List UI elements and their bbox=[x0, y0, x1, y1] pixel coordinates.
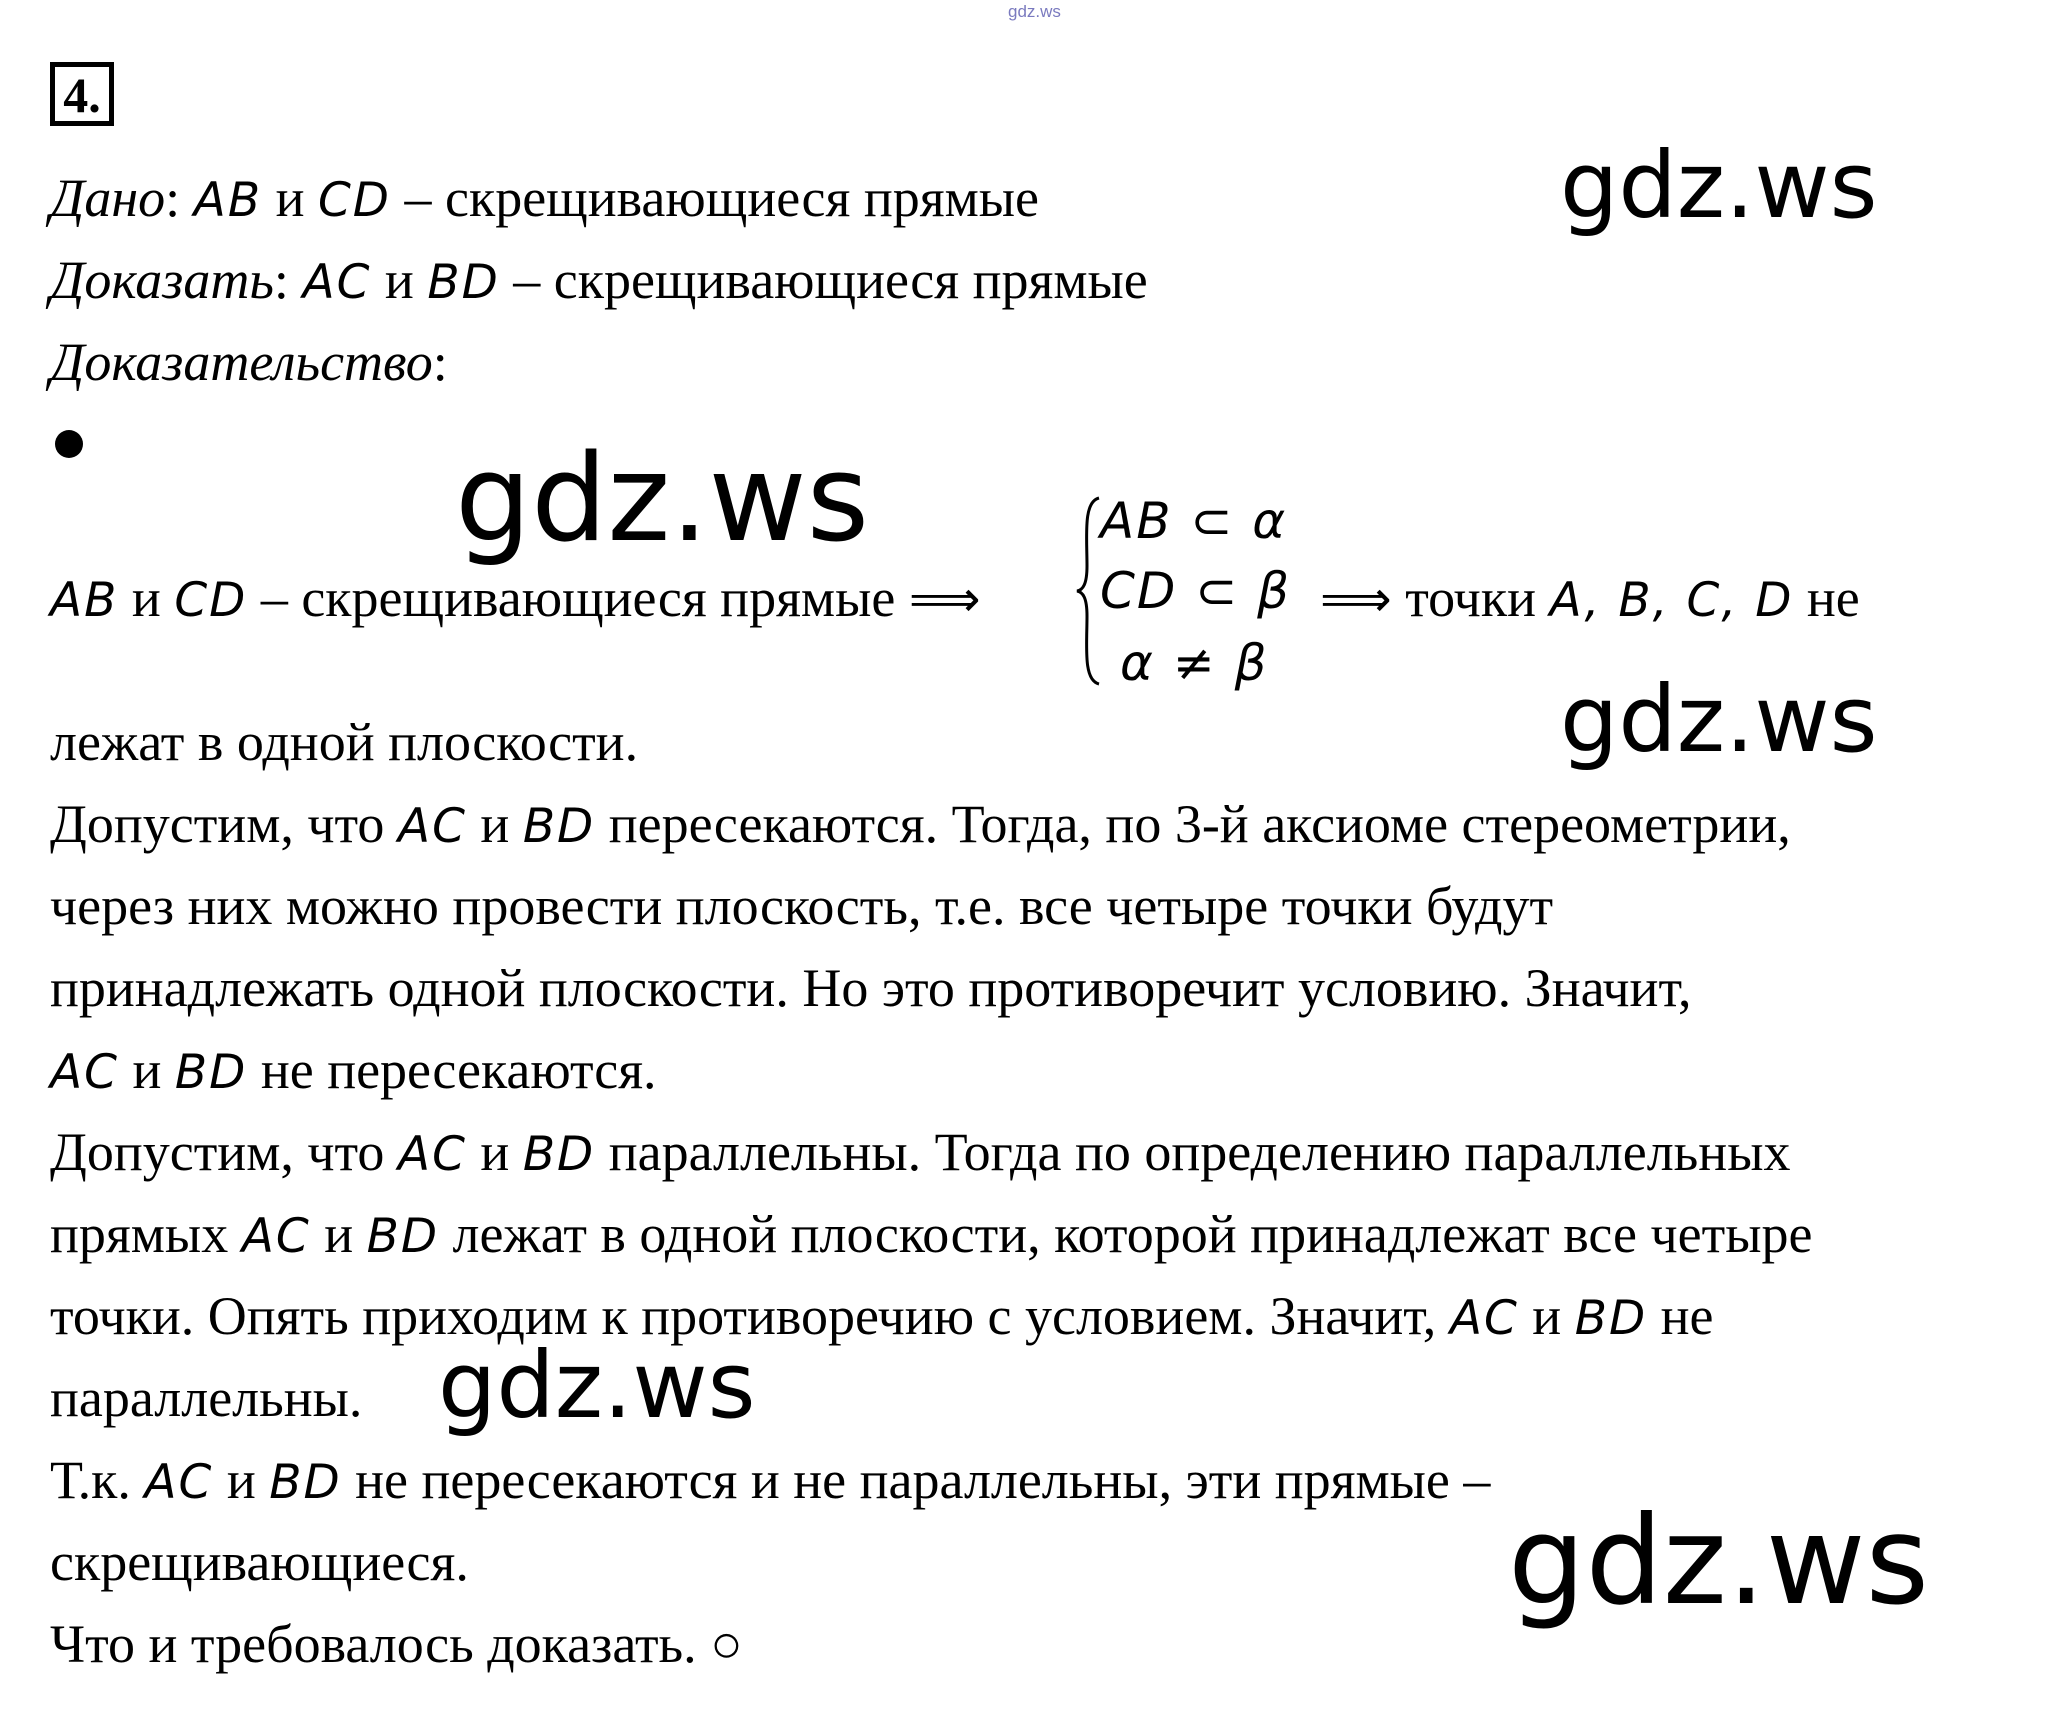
line-8 bbox=[50, 1286, 1714, 1349]
implication-arrow-1: ⟹ bbox=[908, 570, 981, 628]
system-rhs-not: не bbox=[1806, 568, 1860, 628]
bullet-dot-icon bbox=[55, 430, 83, 458]
line-10-bd: BD bbox=[269, 1455, 342, 1510]
given-line bbox=[50, 168, 1039, 231]
line-2 bbox=[50, 794, 1791, 857]
system-lhs-ab: AB bbox=[50, 573, 119, 628]
system-row-1: AB ⊂ α bbox=[1100, 492, 1288, 550]
system-lhs-conj: и bbox=[131, 568, 161, 628]
watermark-5: gdz.ws bbox=[1508, 1490, 1930, 1632]
line-6 bbox=[50, 1122, 1790, 1185]
line-5-bd: BD bbox=[174, 1045, 248, 1100]
line-10-ac: AC bbox=[144, 1455, 214, 1510]
system-row-2: CD ⊂ β bbox=[1100, 562, 1292, 620]
prove-line bbox=[50, 250, 1148, 313]
prove-ac: AC bbox=[302, 255, 372, 310]
given-colon: : bbox=[165, 168, 181, 228]
task-number-box: 4. bbox=[50, 62, 114, 126]
line-6-conj: и bbox=[480, 1122, 510, 1182]
line-7-conj: и bbox=[324, 1204, 354, 1264]
top-watermark: gdz.ws bbox=[1008, 2, 1061, 21]
line-10 bbox=[50, 1450, 1490, 1513]
watermark-2: gdz.ws bbox=[455, 430, 870, 569]
line-6-end: параллельны. Тогда по определению параллельных bbox=[608, 1122, 1791, 1182]
line-8-start: точки. Опять приходим к противоречию с условием. Значит, bbox=[50, 1286, 1437, 1346]
line-2-bd: BD bbox=[522, 799, 596, 854]
system-lhs-rest: – скрещивающиеся прямые bbox=[260, 568, 896, 628]
line-5-conj: и bbox=[132, 1040, 162, 1100]
line-2-conj: и bbox=[480, 794, 510, 854]
line-2-ac: AC bbox=[397, 799, 467, 854]
line-9: параллельны. bbox=[50, 1368, 363, 1428]
given-label: Дано bbox=[50, 168, 166, 228]
prove-colon: : bbox=[273, 250, 289, 310]
system-lhs bbox=[50, 568, 981, 631]
prove-label: Доказать bbox=[50, 250, 274, 310]
prove-bd: BD bbox=[427, 255, 500, 310]
system-rhs bbox=[1320, 568, 1860, 631]
proof-label-line bbox=[50, 332, 448, 392]
line-4: принадлежать одной плоскости. Но это противоречит условию. Значит, bbox=[50, 958, 1692, 1018]
line-8-bd: BD bbox=[1574, 1291, 1648, 1346]
watermark-4: gdz.ws bbox=[438, 1332, 756, 1439]
line-10-end: не пересекаются и не параллельны, эти прямые – bbox=[355, 1450, 1491, 1510]
prove-rest: – скрещивающиеся прямые bbox=[513, 250, 1148, 310]
given-ab: AB bbox=[193, 173, 263, 228]
line-5-end: не пересекаются. bbox=[260, 1040, 657, 1100]
line-8-ac: AC bbox=[1449, 1291, 1519, 1346]
line-7-start: прямых bbox=[50, 1204, 229, 1264]
system-brace-icon bbox=[1075, 496, 1101, 686]
line-11: скрещивающиеся. bbox=[50, 1532, 469, 1592]
line-7-ac: AC bbox=[241, 1209, 311, 1264]
line-2-start: Допустим, что bbox=[50, 794, 385, 854]
proof-label: Доказательство bbox=[50, 332, 433, 392]
line-3: через них можно провести плоскость, т.е. все четыре точки будут bbox=[50, 876, 1554, 936]
line-6-bd: BD bbox=[522, 1127, 596, 1182]
system-rhs-points: A, B, C, D bbox=[1549, 573, 1794, 628]
implication-arrow-2: ⟹ bbox=[1320, 570, 1392, 628]
line-8-end: не bbox=[1660, 1286, 1714, 1346]
line-7-end: лежат в одной плоскости, которой принадлежат все четыре bbox=[452, 1204, 1813, 1264]
watermark-1: gdz.ws bbox=[1560, 132, 1878, 239]
line-8-conj: и bbox=[1532, 1286, 1562, 1346]
line-10-conj: и bbox=[226, 1450, 256, 1510]
line-6-ac: AC bbox=[397, 1127, 467, 1182]
system-lhs-cd: CD bbox=[174, 573, 248, 628]
line-7 bbox=[50, 1204, 1812, 1267]
system-row-3: α ≠ β bbox=[1120, 634, 1269, 692]
proof-colon: : bbox=[432, 332, 448, 392]
line-10-start: Т.к. bbox=[50, 1450, 131, 1510]
line-5 bbox=[50, 1040, 657, 1103]
given-rest: – скрещивающиеся прямые bbox=[404, 168, 1039, 228]
line-1: лежат в одной плоскости. bbox=[50, 712, 639, 772]
line-2-end: пересекаются. Тогда, по 3-й аксиоме стереометрии, bbox=[608, 794, 1791, 854]
line-5-ac: AC bbox=[50, 1045, 119, 1100]
prove-conj: и bbox=[384, 250, 414, 310]
given-conj: и bbox=[275, 168, 305, 228]
watermark-3: gdz.ws bbox=[1560, 666, 1878, 773]
given-cd: CD bbox=[317, 173, 391, 228]
line-6-start: Допустим, что bbox=[50, 1122, 385, 1182]
line-7-bd: BD bbox=[366, 1209, 440, 1264]
line-12: Что и требовалось доказать. ○ bbox=[50, 1614, 743, 1674]
system-rhs-text: точки bbox=[1405, 568, 1536, 628]
